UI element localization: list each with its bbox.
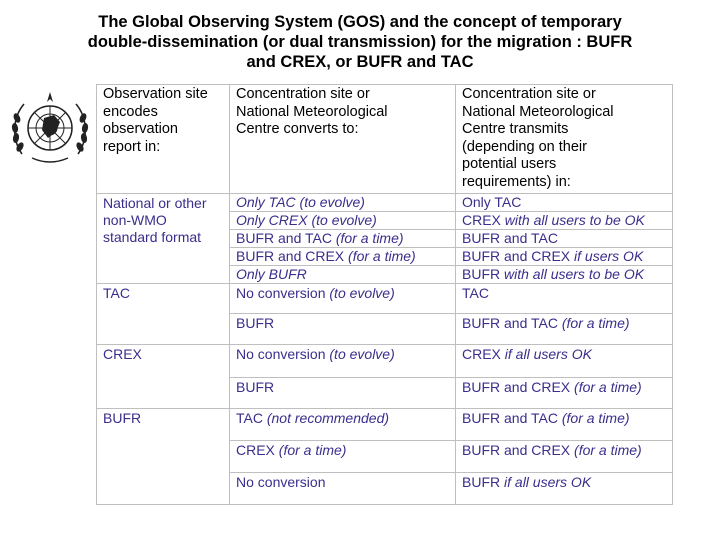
header-observation-site: Observation site encodes observation report in:: [97, 85, 230, 194]
transmission-cell: BUFR and TAC (for a time): [456, 408, 673, 440]
conversion-cell: BUFR and CREX (for a time): [230, 247, 456, 265]
crex-label: CREX: [97, 344, 230, 408]
header-converts-to: Concentration site or National Meteorological Centre converts to:: [230, 85, 456, 194]
conversion-cell: No conversion (to evolve): [230, 283, 456, 313]
national-format-label: National or other non-WMO standard format: [97, 193, 230, 283]
page-title: [40, 12, 680, 72]
title-line-1: The Global Observing System (GOS) and the concept of temporary: [98, 13, 622, 31]
migration-table: [96, 84, 673, 505]
transmission-cell: BUFR and CREX if users OK: [456, 247, 673, 265]
wmo-emblem-icon: [8, 88, 92, 172]
conversion-cell: Only BUFR: [230, 265, 456, 283]
transmission-cell: BUFR with all users to be OK: [456, 265, 673, 283]
conversion-cell: No conversion (to evolve): [230, 344, 456, 377]
conversion-cell: BUFR and TAC (for a time): [230, 229, 456, 247]
table-row: [97, 193, 673, 211]
transmission-cell: BUFR and CREX (for a time): [456, 440, 673, 472]
conversion-cell: Only TAC (to evolve): [230, 193, 456, 211]
conversion-cell: Only CREX (to evolve): [230, 211, 456, 229]
table-row: [97, 408, 673, 440]
transmission-cell: BUFR and TAC (for a time): [456, 313, 673, 344]
transmission-cell: BUFR and TAC: [456, 229, 673, 247]
title-line-3: and CREX, or BUFR and TAC: [246, 53, 474, 71]
transmission-cell: BUFR if all users OK: [456, 472, 673, 504]
conversion-cell: BUFR: [230, 377, 456, 408]
header-row: [97, 85, 673, 194]
title-line-2: double-dissemination (or dual transmission) for the migration : BUFR: [87, 33, 633, 51]
table-row: [97, 344, 673, 377]
header-transmits-in: Concentration site or National Meteorological Centre transmits (depending on their potential users requirements) in:: [456, 85, 673, 194]
conversion-cell: TAC (not recommended): [230, 408, 456, 440]
transmission-cell: TAC: [456, 283, 673, 313]
conversion-cell: BUFR: [230, 313, 456, 344]
transmission-cell: CREX if all users OK: [456, 344, 673, 377]
tac-label: TAC: [97, 283, 230, 344]
transmission-cell: BUFR and CREX (for a time): [456, 377, 673, 408]
table-row: [97, 283, 673, 313]
conversion-cell: CREX (for a time): [230, 440, 456, 472]
conversion-cell: No conversion: [230, 472, 456, 504]
transmission-cell: Only TAC: [456, 193, 673, 211]
transmission-cell: CREX with all users to be OK: [456, 211, 673, 229]
bufr-label: BUFR: [97, 408, 230, 504]
